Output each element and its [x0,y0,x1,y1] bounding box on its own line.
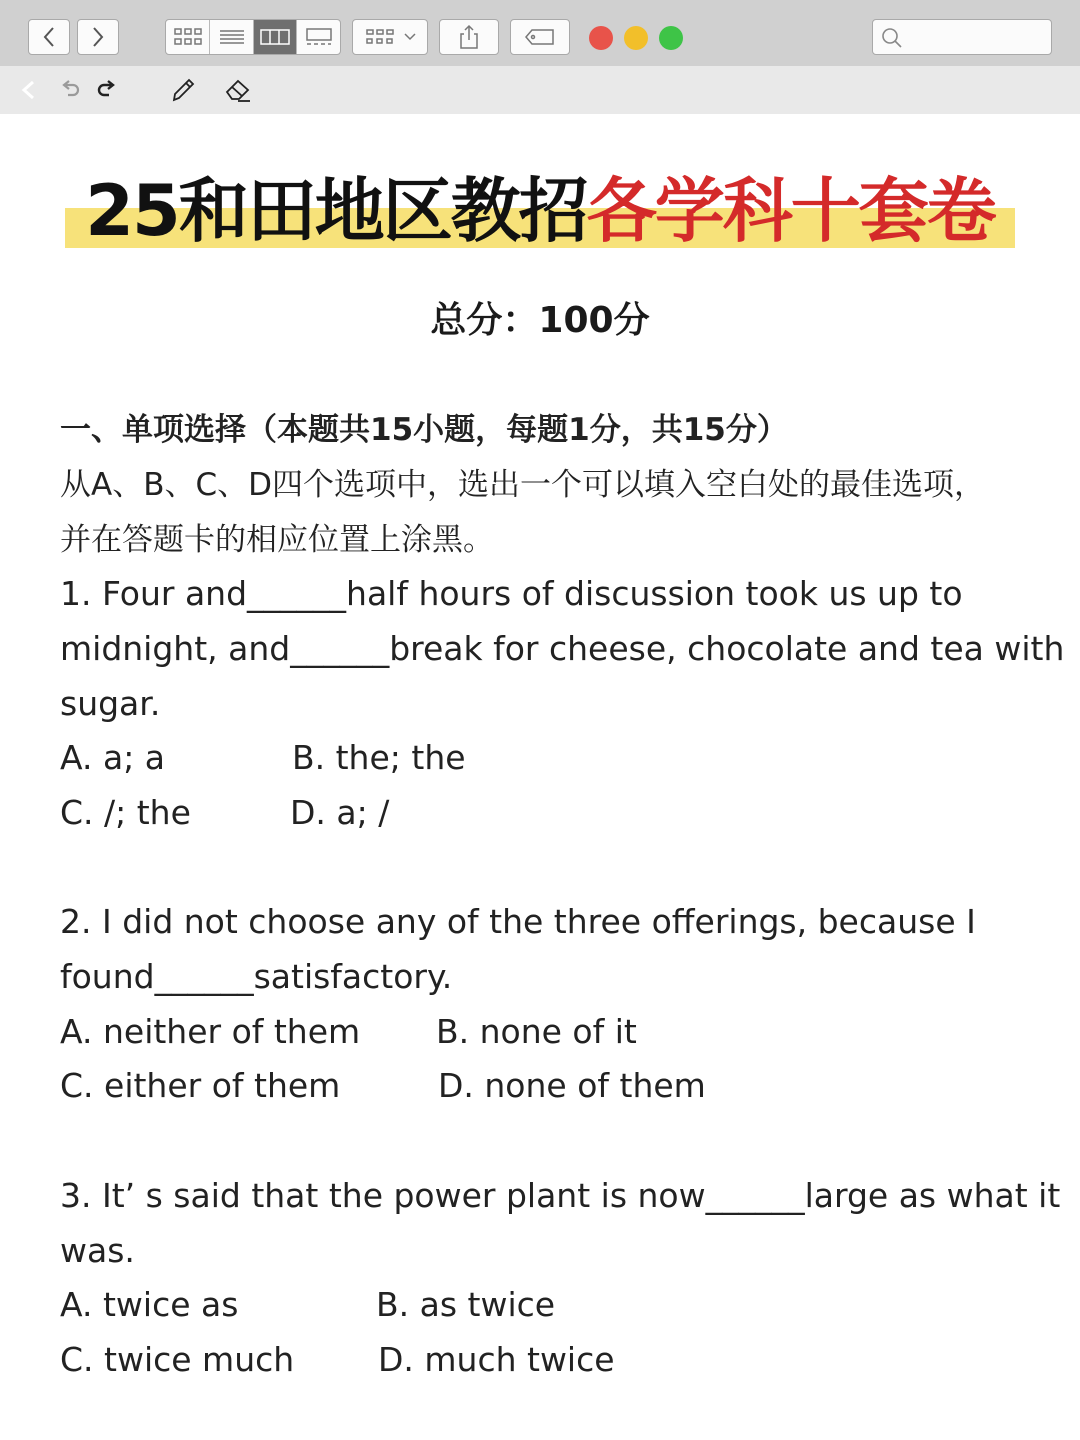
maximize-window-button[interactable] [659,26,683,50]
list-view-icon [219,27,245,47]
option-a: A. a; a [60,738,166,777]
search-input[interactable] [872,19,1052,55]
redo-icon[interactable] [95,79,119,101]
question-text: sugar. [60,684,161,723]
option-d: D. none of them [438,1066,706,1105]
option-d: D. a; / [290,793,390,832]
grid-view-button[interactable] [166,20,210,54]
section-heading: 一、单项选择（本题共15小题，每题1分，共15分） [60,412,788,448]
option-b: B. the; the [292,738,466,777]
option-a: A. twice as [60,1285,239,1324]
grid-view-icon [173,27,203,47]
edit-toolbar [0,66,1080,114]
option-a: A. neither of them [60,1012,361,1051]
group-by-icon [365,27,395,47]
chevron-right-icon [91,26,105,48]
eraser-icon[interactable] [224,77,252,103]
back-button[interactable] [28,19,70,55]
chevron-left-icon [42,26,56,48]
total-score: 总分：100分 [430,300,650,341]
chevron-down-icon [403,32,417,42]
undo-icon[interactable] [58,79,82,101]
search-icon [881,27,903,49]
group-by-button[interactable] [352,19,428,55]
minimize-window-button[interactable] [624,26,648,50]
gallery-view-button[interactable] [297,20,340,54]
view-mode-segmented-control [165,19,341,55]
title-block [0,160,1080,260]
question-text: 1. Four and______half hours of discussion took us up to [60,574,963,613]
option-d: D. much twice [378,1340,615,1379]
question-text: midnight, and______break for cheese, chocolate and tea with [60,629,1065,668]
gallery-view-icon [304,27,334,47]
back-arrow-icon[interactable] [20,80,38,100]
question-text: 2. I did not choose any of the three offerings, because I [60,902,976,941]
share-button[interactable] [439,19,499,55]
question-text: was. [60,1231,135,1270]
share-icon [457,24,481,50]
top-toolbar [0,0,1080,67]
column-view-button[interactable] [254,20,298,54]
question-text: found______satisfactory. [60,957,453,996]
column-view-icon [260,27,290,47]
pencil-icon[interactable] [170,76,196,104]
page-title [0,166,1080,256]
instruction-line: 并在答题卡的相应位置上涂黑。 [60,522,494,558]
title-red-part: 各学科十套卷 [586,170,995,252]
title-black-part: 25和田地区教招 [85,170,587,252]
tag-icon [524,28,556,46]
option-c: C. either of them [60,1066,341,1105]
close-window-button[interactable] [589,26,613,50]
question-text: 3. It’ s said that the power plant is now______large as what it [60,1176,1061,1215]
option-c: C. twice much [60,1340,295,1379]
tag-button[interactable] [510,19,570,55]
instruction-line: 从A、B、C、D四个选项中，选出一个可以填入空白处的最佳选项， [60,467,985,503]
option-b: B. as twice [376,1285,556,1324]
option-c: C. /; the [60,793,191,832]
option-b: B. none of it [436,1012,637,1051]
forward-button[interactable] [77,19,119,55]
list-view-button[interactable] [210,20,254,54]
